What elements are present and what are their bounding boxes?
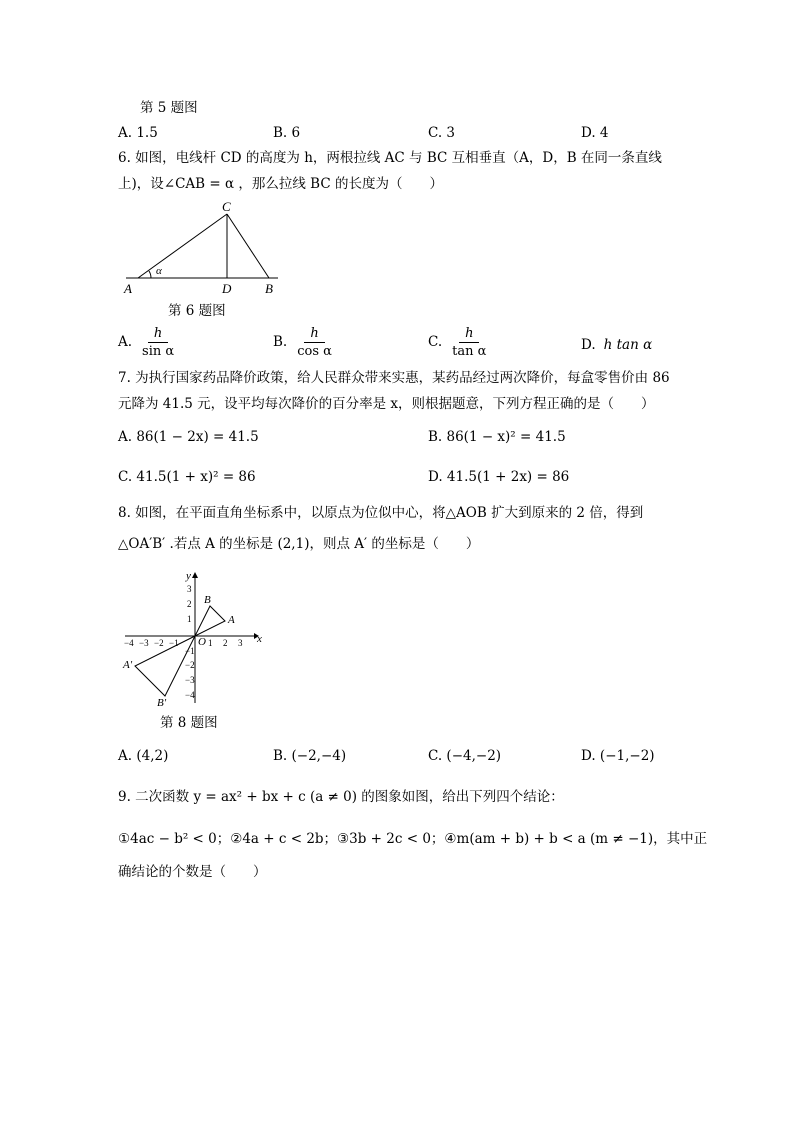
q8-label-y: y: [186, 570, 191, 582]
q9-text-line2: ①4ac − b² < 0；②4a + c < 2b；③3b + 2c < 0；④m(am + b) + b < a (m ≠ −1)，其中正: [118, 831, 708, 847]
q8-y-tick: 1: [187, 614, 192, 624]
q8-label-b: B: [204, 594, 211, 606]
q8-option-d: D. (−1,−2): [581, 748, 655, 764]
q8-x-tick: −4: [124, 638, 134, 648]
q8-x-tick: 3: [238, 638, 243, 648]
q8-text-line1: 8. 如图，在平面直角坐标系中，以原点为位似中心，将△AOB 扩大到原来的 2 倍，得到: [118, 505, 644, 521]
q6-option-a-den: sin α: [142, 344, 175, 359]
q7-option-b: B. 86(1 − x)² = 41.5: [428, 429, 566, 445]
q6-option-c-num: h: [459, 327, 479, 343]
q7-text-line1: 7. 为执行国家药品降价政策，给人民群众带来实惠，某药品经过两次降价，每盒零售价由 86: [118, 370, 670, 386]
q6-option-d-letter: D.: [581, 337, 596, 353]
q8-y-tick: −3: [185, 675, 195, 685]
q8-x-tick: −2: [154, 638, 164, 648]
q8-x-tick: 2: [223, 638, 228, 648]
q8-label-b-prime: B′: [157, 697, 167, 708]
q6-option-d-expr: h tan α: [603, 337, 653, 353]
q6-option-c: [428, 327, 486, 358]
q6-option-b: [273, 327, 332, 358]
q8-option-b: B. (−2,−4): [273, 748, 347, 764]
q8-label-a-prime: A′: [123, 659, 133, 671]
q6-option-a-num: h: [148, 327, 168, 343]
q8-y-tick: −4: [185, 690, 195, 700]
q9-text-line1: 9. 二次函数 y = ax² + bx + c (a ≠ 0) 的图象如图，给出下列四个结论：: [118, 789, 564, 805]
q5-option-d: D. 4: [581, 125, 609, 141]
q6-label-a: A: [124, 281, 132, 296]
q6-option-d: [581, 339, 652, 353]
q8-label-o: O: [198, 636, 206, 648]
q6-text-line2: 上)，设∠CAB = α ，那么拉线 BC 的长度为（ ）: [118, 176, 443, 192]
q8-x-tick: 1: [208, 638, 213, 648]
q6-option-c-den: tan α: [452, 344, 487, 359]
q8-caption: 第 8 题图: [160, 715, 218, 731]
q8-y-ticks: [185, 584, 195, 700]
q8-y-arrow: [192, 572, 198, 578]
q5-option-b: B. 6: [273, 125, 301, 141]
q6-text-line1: 6. 如图，电线杆 CD 的高度为 h，两根拉线 AC 与 BC 互相垂直（A，D，B 在同一条直线: [118, 150, 662, 166]
q6-option-b-fraction: [297, 327, 332, 358]
q5-option-a: A. 1.5: [118, 125, 158, 141]
q6-caption: 第 6 题图: [168, 303, 226, 319]
q8-x-tick: −1: [169, 638, 179, 648]
q6-option-a-letter: A.: [118, 333, 133, 350]
q6-option-b-den: cos α: [297, 344, 332, 359]
q5-caption: 第 5 题图: [140, 100, 198, 116]
q8-triangle-aob: [195, 606, 225, 636]
q8-label-a: A: [228, 614, 235, 626]
q9-text-line3: 确结论的个数是（ ）: [118, 864, 267, 880]
q6-option-a-fraction: [142, 327, 174, 358]
q8-y-tick: −2: [185, 660, 195, 670]
q8-option-a: A. (4,2): [118, 748, 169, 764]
q6-line-ac: [138, 214, 227, 278]
q8-label-x: x: [257, 633, 262, 645]
q8-y-tick: 3: [187, 584, 192, 594]
q6-label-alpha: α: [156, 265, 162, 277]
q8-y-tick: −1: [185, 646, 195, 656]
q6-label-b: B: [265, 281, 273, 296]
q8-figure: [120, 568, 265, 708]
q7-option-d: D. 41.5(1 + 2x) = 86: [428, 469, 570, 485]
q7-option-a: A. 86(1 − 2x) = 41.5: [118, 429, 259, 445]
q8-x-tick: −3: [139, 638, 149, 648]
q7-text-line2: 元降为 41.5 元，设平均每次降价的百分率是 x，则根据题意，下列方程正确的是（ ）: [118, 396, 655, 412]
q6-option-c-letter: C.: [428, 333, 443, 350]
q6-option-b-letter: B.: [273, 333, 288, 350]
q7-option-c: C. 41.5(1 + x)² = 86: [118, 469, 256, 485]
q6-line-bc: [227, 214, 269, 278]
q6-label-c: C: [222, 199, 231, 214]
q8-x-ticks: [124, 638, 243, 648]
q8-option-c: C. (−4,−2): [428, 748, 502, 764]
q6-option-b-num: h: [304, 327, 324, 343]
q6-option-c-fraction: [452, 327, 486, 358]
q6-label-d: D: [222, 281, 232, 296]
q5-option-c: C. 3: [428, 125, 456, 141]
q6-option-a: [118, 327, 174, 358]
q6-angle-arc: [149, 271, 151, 278]
q8-y-tick: 2: [187, 599, 192, 609]
q8-text-line2: △OA′B′ .若点 A 的坐标是 (2,1)，则点 A′ 的坐标是（ ）: [118, 536, 480, 552]
q6-figure: [118, 198, 288, 298]
